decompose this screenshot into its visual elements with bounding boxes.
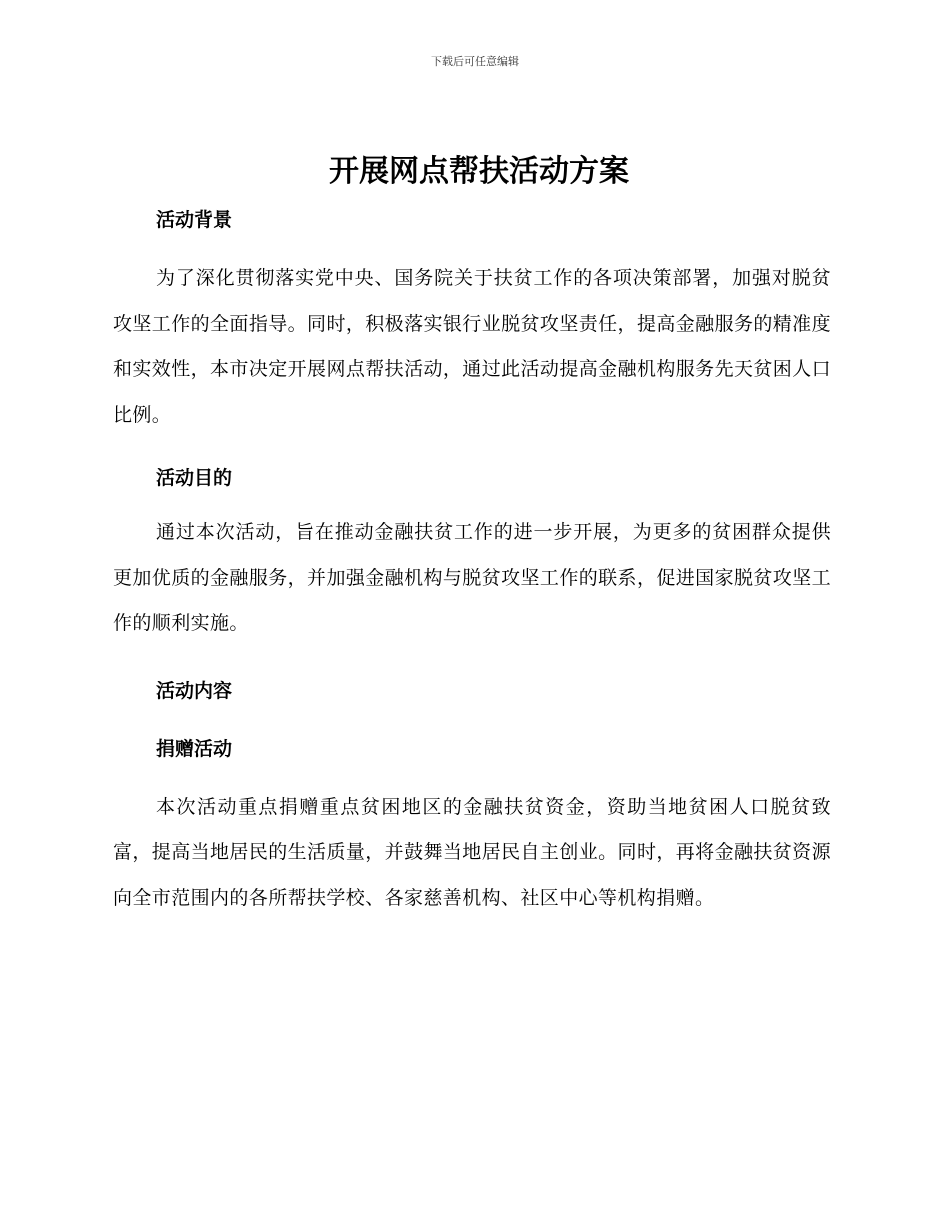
document-body — [113, 150, 831, 921]
section-heading-background: 活动背景 — [156, 209, 233, 231]
section-heading-purpose: 活动目的 — [156, 467, 233, 489]
header-note: 下载后可任意编辑 — [431, 55, 519, 68]
paragraph-donation: 本次活动重点捐赠重点贫困地区的金融扶贫资金，资助当地贫困人口脱贫致富，提高当地居民的生活质量，并鼓舞当地居民自主创业。同时，再将金融扶贫资源向全市范围内的各所帮扶学校、各家慈善机构、社区中心等机构捐赠。 — [113, 795, 831, 909]
paragraph-purpose: 通过本次活动，旨在推动金融扶贫工作的进一步开展，为更多的贫困群众提供更加优质的金融服务，并加强金融机构与脱贫攻坚工作的联系，促进国家脱贫攻坚工作的顺利实施。 — [113, 521, 831, 634]
document-title: 开展网点帮扶活动方案 — [329, 154, 629, 189]
paragraph-background: 为了深化贯彻落实党中央、国务院关于扶贫工作的各项决策部署，加强对脱贫攻坚工作的全面指导。同时，积极落实银行业脱贫攻坚责任，提高金融服务的精准度和实效性，本市决定开展网点帮扶活动，通过此活动提高金融机构服务先天贫困人口比例。 — [113, 267, 831, 426]
section-heading-content: 活动内容 — [156, 679, 233, 702]
section-heading-donation: 捐赠活动 — [156, 737, 233, 760]
